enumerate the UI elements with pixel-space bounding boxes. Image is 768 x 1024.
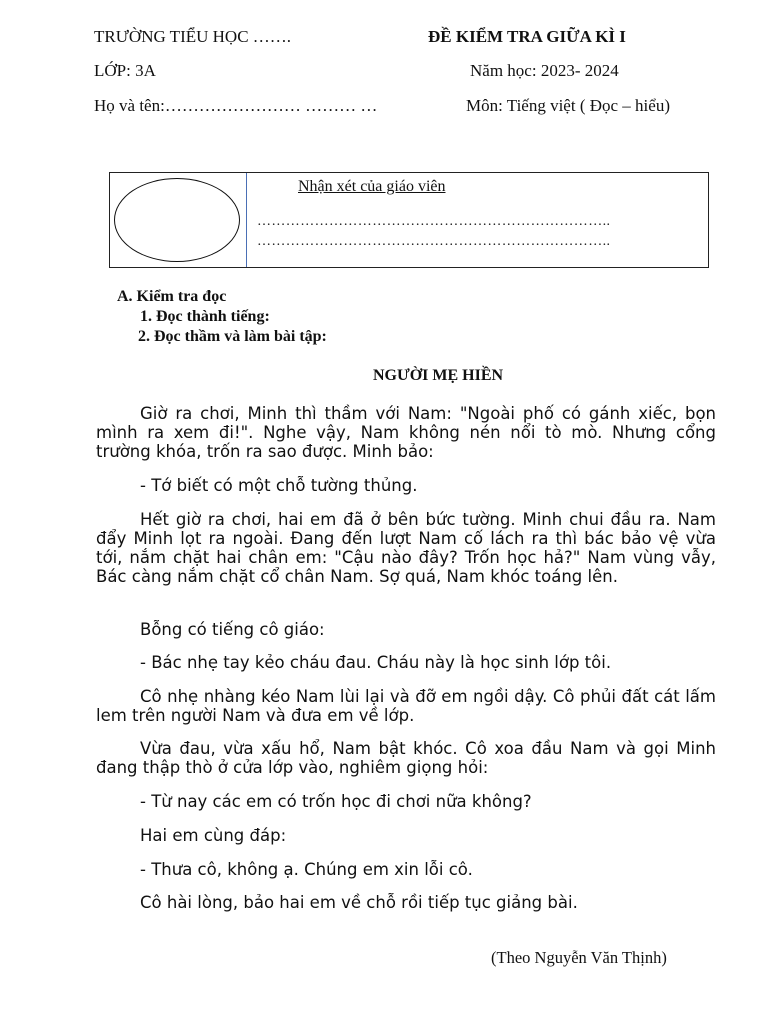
section-a-heading: A. Kiểm tra đọc (117, 288, 227, 305)
teacher-comment-box (109, 172, 709, 268)
story-paragraph: Hai em cùng đáp: (140, 826, 287, 845)
story-paragraph: - Từ nay các em có trốn học đi chơi nữa không? (140, 792, 532, 811)
story-paragraph: Vừa đau, vừa xấu hổ, Nam bật khóc. Cô xoa đầu Nam và gọi Minh đang thập thò ở cửa lớp vào, nghiêm giọng hỏi: (96, 739, 716, 777)
section-silent-reading: 2. Đọc thầm và làm bài tập: (138, 328, 327, 345)
school-name: TRƯỜNG TIỂU HỌC ……. (94, 27, 292, 46)
comment-line-1: ……………………………………………………………….. (257, 214, 611, 229)
story-paragraph: Bỗng có tiếng cô giáo: (140, 620, 325, 639)
section-reading-aloud: 1. Đọc thành tiếng: (140, 308, 270, 325)
story-paragraph: Cô hài lòng, bảo hai em về chỗ rồi tiếp tục giảng bài. (140, 893, 578, 912)
subject-label: Môn: Tiếng việt ( Đọc – hiểu) (466, 96, 670, 115)
story-paragraph: - Tớ biết có một chỗ tường thủng. (140, 476, 418, 495)
story-title: NGƯỜI MẸ HIỀN (373, 367, 504, 384)
student-name-line: Họ và tên:…………………… ……… … (94, 96, 378, 115)
teacher-comment-title: Nhận xét của giáo viên (298, 178, 446, 195)
story-paragraph: Cô nhẹ nhàng kéo Nam lùi lại và đỡ em ngồi dậy. Cô phủi đất cát lấm lem trên người Nam và đưa em về lớp. (96, 687, 716, 725)
story-paragraph: - Bác nhẹ tay kẻo cháu đau. Cháu này là học sinh lớp tôi. (140, 653, 612, 672)
story-paragraph: Giờ ra chơi, Minh thì thầm với Nam: "Ngoài phố có gánh xiếc, bọn mình ra xem đi!". Nghe vậy, Nam không nén nổi tò mò. Nhưng cổng trường khóa, trốn ra sao được. Minh bảo: (96, 404, 716, 461)
box-divider (246, 173, 247, 267)
story-source: (Theo Nguyễn Văn Thịnh) (491, 948, 667, 967)
story-paragraph: Hết giờ ra chơi, hai em đã ở bên bức tường. Minh chui đầu ra. Nam đẩy Minh lọt ra ngoài. Đang đến lượt Nam cố lách ra thì bác bảo vệ vừa tới, nắm chặt hai chân em: "Cậu nào đây? Trốn học hả?" Nam vùng vẫy, Bác càng nắm chặt cổ chân Nam. Sợ quá, Nam khóc toáng lên. (96, 510, 716, 586)
school-year: Năm học: 2023- 2024 (470, 61, 619, 80)
story-paragraph: - Thưa cô, không ạ. Chúng em xin lỗi cô. (140, 860, 473, 879)
exam-title: ĐỀ KIỂM TRA GIỮA KÌ I (428, 27, 626, 46)
comment-line-2: ……………………………………………………………….. (257, 234, 611, 249)
grade-oval (114, 178, 240, 262)
class-label: LỚP: 3A (94, 61, 156, 80)
